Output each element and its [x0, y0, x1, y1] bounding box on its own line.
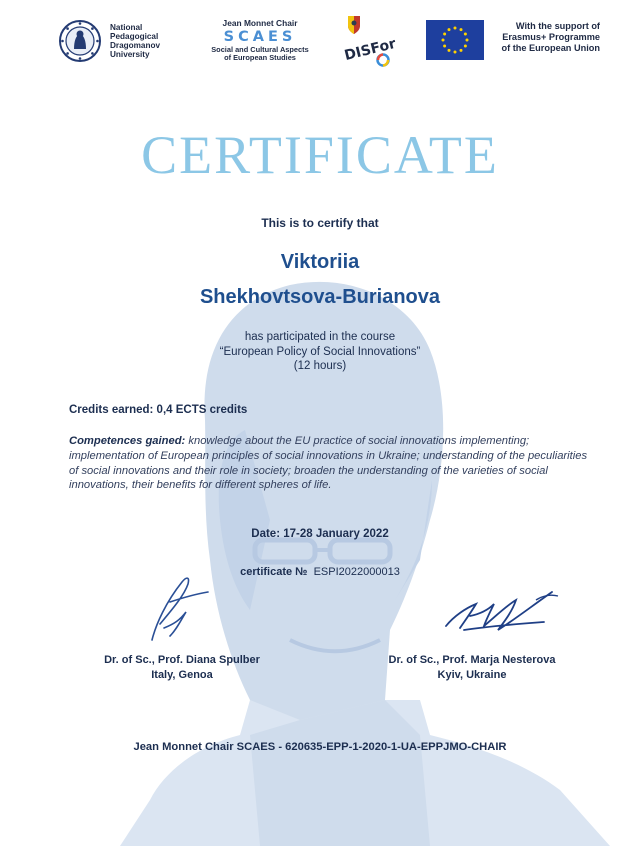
disfor-logo-text: DISFor	[342, 35, 398, 65]
eu-star	[442, 39, 445, 42]
recipient-last-name: Shekhovtsova-Burianova	[199, 286, 441, 308]
course-name: “European Policy of Social Innovations”	[219, 345, 421, 358]
certificate-number-line	[0, 566, 640, 578]
certify-text: This is to certify that	[261, 216, 379, 230]
signature-right	[440, 586, 566, 638]
signatory-location: Italy, Genoa	[151, 669, 213, 681]
university-line: Pedagogical	[110, 32, 159, 41]
university-line: National	[110, 23, 143, 32]
eu-star	[464, 33, 467, 36]
scaes-subtitle-line: of European Studies	[224, 53, 296, 63]
eu-support-line: With the support of	[515, 21, 600, 31]
eu-star	[464, 45, 467, 48]
jean-monnet-chair-label: Jean Monnet Chair	[222, 18, 298, 28]
disfor-crest-icon	[340, 14, 404, 70]
competences-label: Competences gained:	[69, 435, 186, 447]
eu-star	[448, 28, 451, 31]
signatory-name: Dr. of Sc., Prof. Marja Nesterova	[388, 654, 556, 666]
eu-star	[454, 51, 457, 54]
certificate-number: ESPI2022000013	[313, 566, 400, 578]
university-line: Dragomanov	[110, 41, 161, 50]
eu-star	[443, 33, 446, 36]
course-block	[0, 330, 640, 374]
scaes-logo	[196, 18, 324, 63]
university-line: University	[110, 50, 150, 59]
course-date: Date: 17-28 January 2022	[251, 528, 389, 540]
eu-star	[466, 39, 469, 42]
signature-left	[130, 572, 220, 644]
competences-text: knowledge about the EU practice of social innovations implementing; implementation of European principles of social innovations in Ukraine; understanding of the peculiarities of social innovations and their role in society; broaden the understanding of the varieties of social innovations, their benefits for different spheres of life.	[69, 435, 588, 492]
signatory-left	[72, 653, 292, 683]
credits-earned: Credits earned: 0,4 ECTS credits	[69, 404, 248, 416]
signatory-right	[362, 653, 582, 683]
eu-star	[443, 45, 446, 48]
eu-flag-icon	[426, 20, 484, 60]
competences-paragraph	[69, 434, 589, 493]
eu-support-text	[490, 21, 600, 54]
eu-support-line: Erasmus+ Programme	[502, 32, 600, 42]
course-hours: (12 hours)	[293, 360, 347, 372]
eu-star	[460, 28, 463, 31]
eu-star	[448, 49, 451, 52]
signatory-name: Dr. of Sc., Prof. Diana Spulber	[104, 654, 260, 666]
eu-star	[460, 49, 463, 52]
certificate-title: CERTIFICATE	[141, 125, 499, 185]
participation-text: has participated in the course	[244, 331, 396, 343]
eu-star	[454, 27, 457, 30]
scaes-logo-text: SCAES	[223, 29, 297, 45]
scaes-subtitle-line: Social and Cultural Aspects	[211, 45, 309, 54]
certificate-number-label: certificate №	[240, 566, 308, 578]
footer-project-code: Jean Monnet Chair SCAES - 620635-EPP-1-2020-1-UA-EPPJMO-CHAIR	[133, 741, 507, 753]
university-seal-icon	[58, 19, 102, 63]
recipient-first-name: Viktoriia	[280, 251, 360, 273]
eu-support-line: of the European Union	[501, 43, 600, 53]
signatory-location: Kyiv, Ukraine	[437, 669, 507, 681]
